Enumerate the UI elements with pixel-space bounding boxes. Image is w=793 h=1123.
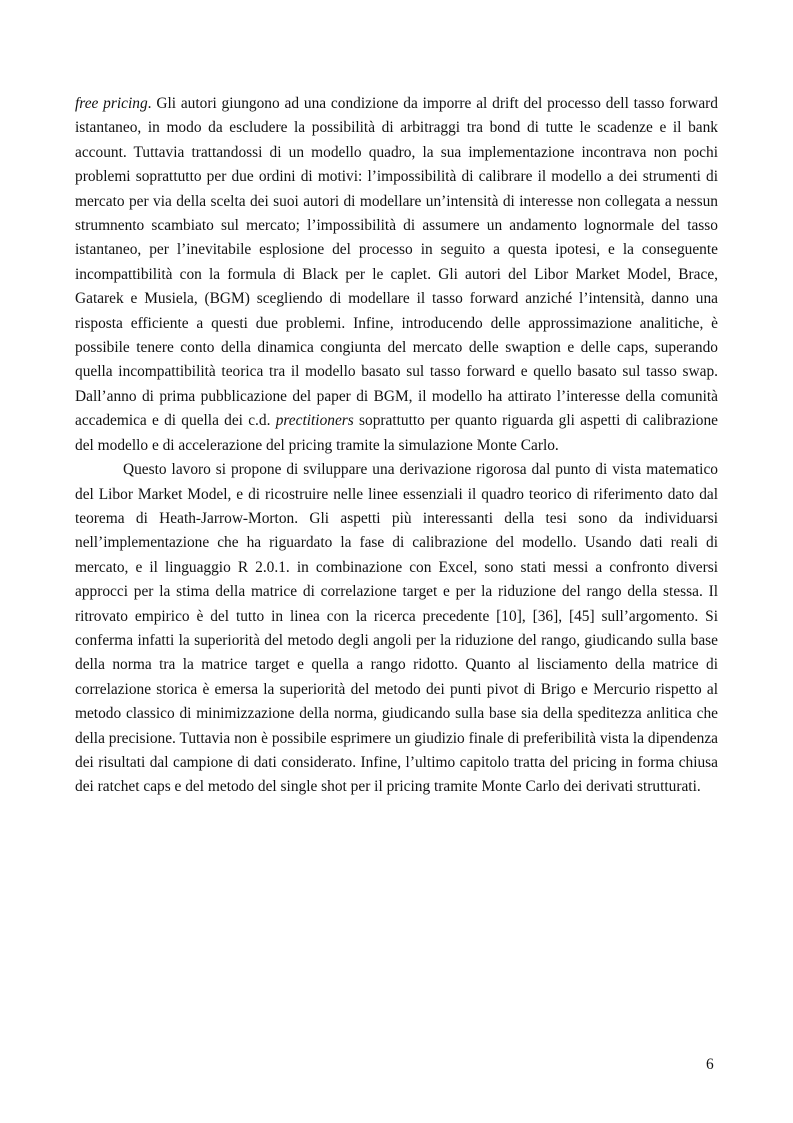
italic-term-free-pricing: free pricing	[75, 95, 148, 112]
paragraph-2-text: Questo lavoro si propone di sviluppare una derivazione rigorosa dal punto di vista matematico del Libor Market Model, e di ricostruire nelle linee essenziali il quadro teorico di riferimento dato dal teorema di Heath-Jarrow-Morton. Gli aspetti più interessanti della tesi sono da individuarsi nell’implementazione che ha riguardato la fase di calibrazione del modello. Usando dati reali di mercato, e il linguaggio R 2.0.1. in combinazione con Excel, sono stati messi a confronto diversi approcci per la stima della matrice di correlazione target e per la riduzione del rango della stessa. Il ritrovato empirico è del tutto in linea con la ricerca precedente [10], [36], [45] sull’argomento. Si conferma infatti la superiorità del metodo degli angoli per la riduzione del rango, giudicando sulla base della norma tra la matrice target e quella a rango ridotto. Quanto al lisciamento della matrice di correlazione storica è emersa la superiorità del metodo dei punti pivot di Brigo e Mercurio rispetto al metodo classico di minimizzazione della norma, giudicando sulla base sia della speditezza anlitica che della precisione. Tuttavia non è possibile esprimere un giudizio finale di preferibilità vista la dipendenza dei risultati dal campione di dati considerato. Infine, l’ultimo capitolo tratta del pricing in forma chiusa dei ratchet caps e del metodo del single shot per il pricing tramite Monte Carlo dei derivati strutturati.	[75, 461, 718, 796]
page-number: 6	[706, 1056, 714, 1073]
paragraph-1-text-b: soprattutto per quanto riguarda gli aspetti di calibrazione del modello e di accelerazione del pricing tramite la simulazione Monte Carlo.	[75, 412, 719, 454]
paragraph-2	[75, 458, 718, 800]
italic-term-prectitioners: prectitioners	[275, 412, 354, 430]
paragraph-1-text-a: . Gli autori giungono ad una condizione da imporre al drift del processo dell tasso forward istantaneo, in modo da escludere la possibilità di arbitraggi tra bond di tutte le scadenze e il bank account. Tuttavia trattandossi di un modello quadro, la sua implementazione incontrava non pochi problemi soprattutto per due ordini di motivi: l’impossibilità di calibrare il modello a dei strumenti di mercato per via della scelta dei suoi autori di modellare un’intensità di interesse non collegata a nessun strumnento scambiato sul mercato; l’impossibilità di assumere un andamento lognormale del tasso istantaneo, per l’inevitabile esplosione del processo in seguito a questa ipotesi, e la conseguente incompattibilità con la formula di Black per le caplet. Gli autori del Libor Market Model, Brace, Gatarek e Musiela, (BGM) scegliendo di modellare il tasso forward anziché l’intensità, danno una risposta efficiente a questi due problemi. Infine, introducendo delle approssimazione analitiche, è possibile tenere conto della dinamica congiunta del mercato delle swaption e delle caps, superando quella incompattibilità teorica tra il modello basato sul tasso forward e quello basato sul tasso swap. Dall’anno di prima pubblicazione del paper di BGM, il modello ha attirato l’interesse della comunità accademica e di quella dei c.d.	[75, 95, 718, 430]
page-body	[75, 92, 718, 800]
paragraph-1	[75, 92, 718, 458]
